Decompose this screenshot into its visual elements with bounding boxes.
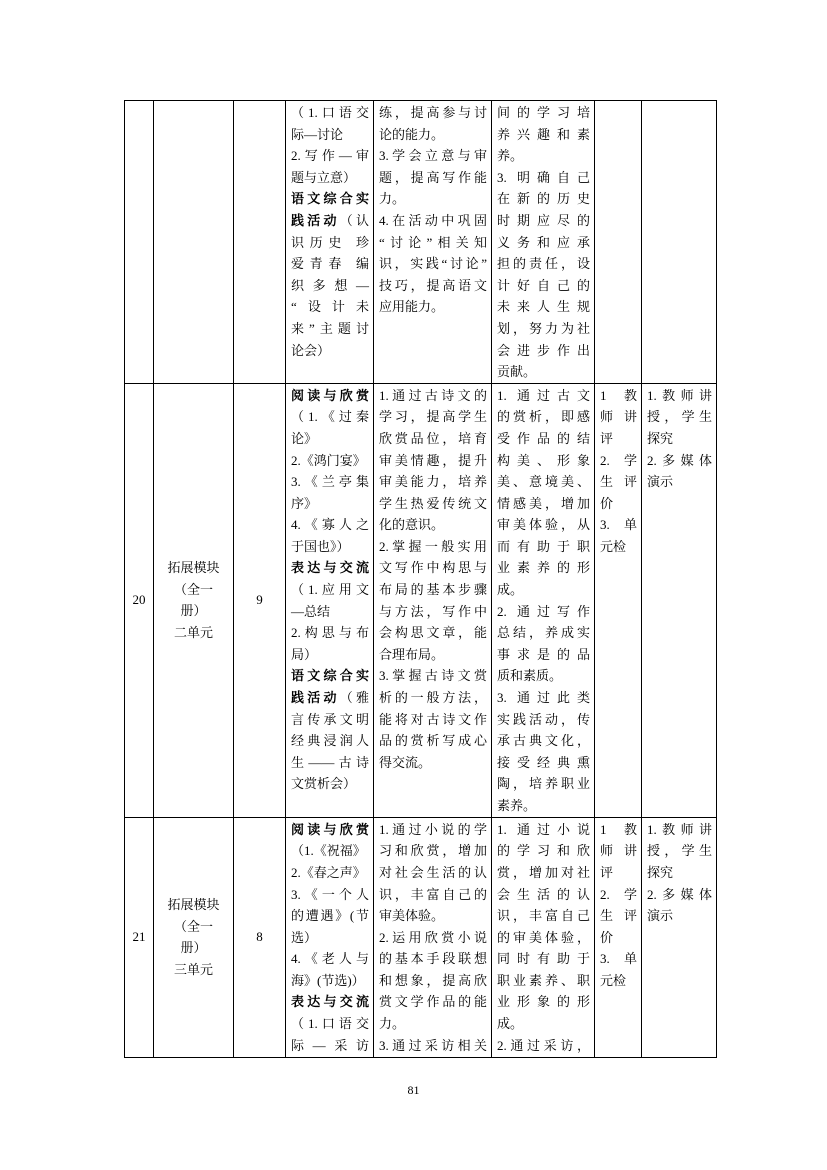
cell-content xyxy=(286,817,374,1057)
cell-line: 而有助于职 xyxy=(497,538,590,554)
cell-teaching-method xyxy=(642,383,717,817)
bold-text: 践活动 xyxy=(291,690,340,706)
cell-quality-goal xyxy=(492,383,595,817)
cell-line: （1.口语交 xyxy=(291,1016,369,1032)
cell-line: 1. 通过小说 xyxy=(497,821,590,837)
cell-line: 言传承文明 xyxy=(291,711,369,727)
cell-number xyxy=(125,101,154,384)
cell-line: 织多想— xyxy=(291,277,369,293)
cell-line: 2.通过采访， xyxy=(497,1037,590,1053)
cell-line: 计好自己的 xyxy=(497,277,590,293)
cell-line: 受作品的结 xyxy=(497,430,590,446)
cell-line: 力。 xyxy=(379,191,406,207)
cell-line: 文写作中构思与 xyxy=(379,560,487,576)
cell-line: 总结，养成实 xyxy=(497,625,590,641)
bold-text: 阅读与欣赏 xyxy=(291,387,369,403)
cell-line xyxy=(291,991,369,1013)
cell-line: 2.多媒体 xyxy=(647,886,712,902)
table-row xyxy=(125,383,717,817)
cell-paragraph xyxy=(647,819,712,884)
cell-line: 2.构思与布 xyxy=(291,625,369,641)
cell-line: 对社会生活的认 xyxy=(379,864,487,880)
cell-line: 和想象，提高欣 xyxy=(379,972,487,988)
cell-line xyxy=(291,665,369,687)
cell-line: 题与立意） xyxy=(291,169,357,185)
cell-line: 技巧，提高语文 xyxy=(379,277,487,293)
cell-line: 元检 xyxy=(600,538,627,554)
cell-paragraph xyxy=(291,385,369,450)
cell-paragraph xyxy=(291,622,369,665)
cell-paragraph xyxy=(291,884,369,949)
cell-line: 识，丰富自己的 xyxy=(379,886,487,902)
cell-paragraph xyxy=(379,1035,487,1057)
cell-line: （全一 xyxy=(173,918,213,934)
cell-paragraph xyxy=(156,622,231,644)
cell-paragraph xyxy=(156,894,231,959)
cell-line: 3. 单 xyxy=(600,517,637,533)
cell-line xyxy=(291,819,369,841)
cell-line: “设计未 xyxy=(291,299,369,315)
cell-line: 美、意境美、 xyxy=(497,474,590,490)
cell-line: 识，实践“讨论” xyxy=(379,256,487,272)
cell-line: 事求是的品 xyxy=(497,646,590,662)
cell-line: 2.写作—审 xyxy=(291,148,369,164)
cell-line: （全一 xyxy=(173,581,213,597)
cell-line: 演示 xyxy=(647,908,674,924)
cell-line: 未来人生规 xyxy=(497,299,590,315)
cell-line: 20 xyxy=(132,592,146,608)
cell-paragraph xyxy=(291,188,369,361)
cell-teaching-method xyxy=(642,817,717,1057)
cell-line: 授，学生 xyxy=(647,409,712,425)
cell-paragraph xyxy=(291,450,369,472)
cell-paragraph xyxy=(647,385,712,450)
bold-text: 阅读与欣赏 xyxy=(291,821,369,837)
cell-paragraph xyxy=(497,1035,590,1057)
cell-line: 2.《春之声》 xyxy=(291,864,366,880)
course-table xyxy=(124,100,717,1058)
cell-line: 际—讨论 xyxy=(291,126,344,142)
cell-line: （1.应用文 xyxy=(291,582,369,598)
cell-line: 在新的历史 xyxy=(497,191,590,207)
cell-text: （认 xyxy=(339,212,369,228)
cell-ability-goal xyxy=(374,817,492,1057)
cell-line: 业形象的形 xyxy=(497,994,590,1010)
cell-line: 评 xyxy=(600,864,614,880)
cell-line: 3. 单 xyxy=(600,951,637,967)
cell-content xyxy=(286,383,374,817)
cell-line: 品的赏析写成心 xyxy=(379,733,487,749)
cell-line: 实践活动，传 xyxy=(497,711,590,727)
cell-paragraph xyxy=(291,665,369,795)
cell-line: 4.《老人与 xyxy=(291,951,369,967)
cell-assessment xyxy=(595,383,642,817)
cell-line: 序》 xyxy=(291,495,318,511)
cell-line xyxy=(291,687,369,709)
cell-paragraph xyxy=(497,385,590,601)
cell-line: 拓展模块 xyxy=(167,897,220,913)
cell-line: 于国也》） xyxy=(291,538,350,554)
cell-line: 1.通过小说的学 xyxy=(379,821,487,837)
cell-paragraph xyxy=(156,557,231,622)
cell-line: 学习，提高学生 xyxy=(379,409,487,425)
cell-line: 题，提高写作能 xyxy=(379,169,487,185)
cell-line: 的学习和欣 xyxy=(497,843,590,859)
cell-paragraph xyxy=(291,557,369,622)
cell-line: 练，提高参与讨 xyxy=(379,105,487,120)
cell-teaching-method xyxy=(642,101,717,384)
cell-line xyxy=(291,557,369,579)
cell-line: 来”主题讨 xyxy=(291,320,369,336)
cell-hours xyxy=(234,383,286,817)
cell-line: （1.《祝福》 xyxy=(291,843,366,859)
cell-line: 2.运用欣赏小说 xyxy=(379,929,487,945)
cell-line: 评 xyxy=(600,430,614,446)
cell-paragraph xyxy=(647,884,712,927)
bold-text: 表达与交流 xyxy=(291,560,369,576)
cell-paragraph xyxy=(497,819,590,1035)
cell-line: 3.《兰亭集 xyxy=(291,474,369,490)
cell-line: 审美体验。 xyxy=(379,908,445,924)
cell-line: 成。 xyxy=(497,582,524,598)
cell-paragraph xyxy=(600,819,637,884)
cell-line: 划，努力为社 xyxy=(497,320,590,336)
cell-paragraph xyxy=(379,819,487,927)
cell-line: 爱青春 编 xyxy=(291,256,369,272)
cell-line: 赏文学作品的能 xyxy=(379,994,487,1010)
cell-line: 能将对古诗文作 xyxy=(379,711,487,727)
cell-line: 经典浸润人 xyxy=(291,733,369,749)
cell-line: 册） xyxy=(180,940,207,956)
cell-line: 2.掌握一般实用 xyxy=(379,538,487,554)
cell-line: 1.通过古诗文的 xyxy=(379,387,487,403)
cell-line: 审美情趣，提升 xyxy=(379,452,487,468)
cell-line: 析的一般方法， xyxy=(379,690,487,706)
cell-line: 册） xyxy=(180,603,207,619)
cell-paragraph xyxy=(291,948,369,991)
cell-line: （1.《过秦 xyxy=(291,409,369,425)
cell-line: 价 xyxy=(600,495,614,511)
cell-line: 师讲 xyxy=(600,409,637,425)
cell-line: 局） xyxy=(291,646,318,662)
cell-paragraph xyxy=(379,927,487,1035)
cell-paragraph xyxy=(127,589,151,611)
cell-assessment xyxy=(595,101,642,384)
bold-text: 践活动 xyxy=(291,212,340,228)
cell-text: （雅 xyxy=(339,690,369,706)
cell-line: 学生热爱传统文 xyxy=(379,495,487,511)
cell-line: 情感美，增加 xyxy=(497,495,590,511)
cell-paragraph xyxy=(379,210,487,318)
cell-paragraph xyxy=(291,991,369,1056)
cell-line: 会进步作出 xyxy=(497,342,590,358)
cell-quality-goal xyxy=(492,817,595,1057)
cell-line: 贡献。 xyxy=(497,364,537,380)
cell-line xyxy=(291,188,369,210)
cell-line: 价 xyxy=(600,929,614,945)
cell-line: 21 xyxy=(132,929,146,945)
cell-line: 时期应尽的 xyxy=(497,212,590,228)
cell-line: 演示 xyxy=(647,474,674,490)
cell-line: “讨论”相关知 xyxy=(379,234,487,250)
cell-line: 4.《寡人之 xyxy=(291,517,369,533)
cell-number xyxy=(125,817,154,1057)
cell-content xyxy=(286,101,374,384)
cell-line: 二单元 xyxy=(173,624,213,640)
cell-ability-goal xyxy=(374,101,492,384)
cell-paragraph xyxy=(156,959,231,981)
cell-line: 9 xyxy=(256,592,263,608)
cell-paragraph xyxy=(600,450,637,515)
table-row xyxy=(125,101,717,384)
cell-line: 2. 学 xyxy=(600,452,637,468)
cell-hours xyxy=(234,817,286,1057)
cell-module xyxy=(154,817,234,1057)
cell-line: 文赏析会） xyxy=(291,776,357,792)
cell-paragraph xyxy=(291,862,369,884)
cell-line: 质和素质。 xyxy=(497,668,563,684)
cell-paragraph xyxy=(600,948,637,991)
cell-line: 1 教 xyxy=(600,387,637,403)
cell-number xyxy=(125,383,154,817)
cell-line: 生评 xyxy=(600,908,637,924)
cell-line: 审美体验，从 xyxy=(497,517,590,533)
cell-paragraph xyxy=(600,385,637,450)
cell-line: 识，丰富自己 xyxy=(497,908,590,924)
cell-line: 3.通过采访相关 xyxy=(379,1037,487,1053)
cell-line: —总结 xyxy=(291,603,331,619)
cell-paragraph xyxy=(379,145,487,210)
cell-paragraph xyxy=(497,601,590,687)
cell-line: 会构思文章，能 xyxy=(379,625,487,641)
cell-line: 业素养的形 xyxy=(497,560,590,576)
cell-line: 的遭遇》(节 xyxy=(291,908,369,924)
cell-line: 构美、形象 xyxy=(497,452,590,468)
cell-paragraph xyxy=(379,536,487,666)
cell-line: 的赏析，即感 xyxy=(497,409,590,425)
cell-line: 合理布局。 xyxy=(379,646,445,662)
cell-line: 生评 xyxy=(600,474,637,490)
cell-line: 元检 xyxy=(600,972,627,988)
cell-line xyxy=(291,385,369,407)
cell-line: 化的意识。 xyxy=(379,517,445,533)
bold-text: 语文综合实 xyxy=(291,191,369,207)
cell-module xyxy=(154,383,234,817)
cell-line: 1 教 xyxy=(600,821,637,837)
cell-line: 的审美体验， xyxy=(497,929,590,945)
cell-line: 授，学生 xyxy=(647,843,712,859)
cell-line: 海》(节选)） xyxy=(291,972,365,988)
cell-paragraph xyxy=(497,102,590,167)
cell-line: 与方法，写作中 xyxy=(379,603,487,619)
cell-paragraph xyxy=(236,589,283,611)
bold-text: 表达与交流 xyxy=(291,994,369,1010)
cell-line: 2.《鸿门宴》 xyxy=(291,452,366,468)
cell-paragraph xyxy=(291,145,369,188)
cell-line: 论的能力。 xyxy=(379,126,445,142)
page-number: 81 xyxy=(407,1083,420,1097)
cell-line: 3. 通过此类 xyxy=(497,690,590,706)
cell-line: 际—采访 xyxy=(291,1037,369,1053)
cell-paragraph xyxy=(379,385,487,536)
cell-paragraph xyxy=(291,514,369,557)
cell-line: 职业素养、职 xyxy=(497,972,590,988)
cell-line: 欣赏品位，培育 xyxy=(379,430,487,446)
cell-line: 养兴趣和素 xyxy=(497,126,590,142)
cell-line: 同时有助于 xyxy=(497,951,590,967)
cell-paragraph xyxy=(291,819,369,862)
cell-line: 3.《一个人 xyxy=(291,886,369,902)
cell-paragraph xyxy=(379,102,487,145)
cell-line: 1.教师讲 xyxy=(647,387,712,403)
cell-ability-goal xyxy=(374,383,492,817)
cell-line: 3.掌握古诗文赏 xyxy=(379,668,487,684)
cell-line: 接受经典熏 xyxy=(497,754,590,770)
cell-line: 师讲 xyxy=(600,843,637,859)
cell-line: 力。 xyxy=(379,1016,406,1032)
cell-line: 选） xyxy=(291,929,318,945)
cell-paragraph xyxy=(600,514,637,557)
cell-line: 赏，增加对社 xyxy=(497,864,590,880)
cell-paragraph xyxy=(600,884,637,949)
cell-line: 审美能力，培养 xyxy=(379,474,487,490)
cell-line: 探究 xyxy=(647,430,674,446)
cell-line: 2. 学 xyxy=(600,886,637,902)
cell-line: 得交流。 xyxy=(379,754,432,770)
cell-line: 养。 xyxy=(497,148,524,164)
cell-line: 2. 通过写作 xyxy=(497,603,590,619)
cell-paragraph xyxy=(236,926,283,948)
cell-line: 3.学会立意与审 xyxy=(379,148,487,164)
cell-line: 义务和应承 xyxy=(497,234,590,250)
cell-line: 8 xyxy=(256,929,263,945)
cell-paragraph xyxy=(291,102,369,145)
cell-line: 拓展模块 xyxy=(167,560,220,576)
cell-line: 4.在活动中巩固 xyxy=(379,212,487,228)
cell-line: 1. 通过古文 xyxy=(497,387,590,403)
cell-line: 担的责任，设 xyxy=(497,256,590,272)
cell-line: 的基本手段联想 xyxy=(379,951,487,967)
cell-line: 2.多媒体 xyxy=(647,452,712,468)
cell-line: 论》 xyxy=(291,430,318,446)
cell-line: 会生活的认 xyxy=(497,886,590,902)
cell-line: 识历史 珍 xyxy=(291,234,369,250)
cell-line: 论会） xyxy=(291,342,331,358)
cell-line: 1.教师讲 xyxy=(647,821,712,837)
cell-paragraph xyxy=(497,167,590,383)
cell-line: （1.口语交 xyxy=(291,105,369,120)
cell-hours xyxy=(234,101,286,384)
cell-paragraph xyxy=(379,665,487,773)
cell-line: 素养。 xyxy=(497,798,537,813)
cell-line: 三单元 xyxy=(173,961,213,977)
cell-module xyxy=(154,101,234,384)
cell-line: 布局的基本步骤 xyxy=(379,582,487,598)
cell-paragraph xyxy=(497,687,590,817)
cell-line: 探究 xyxy=(647,864,674,880)
cell-line: 间的学习培 xyxy=(497,105,590,120)
cell-line: 生——古诗 xyxy=(291,754,369,770)
bold-text: 语文综合实 xyxy=(291,668,369,684)
cell-line xyxy=(291,210,369,232)
cell-line: 习和欣赏，增加 xyxy=(379,843,487,859)
cell-paragraph xyxy=(127,926,151,948)
cell-line: 陶，培养职业 xyxy=(497,776,590,792)
cell-paragraph xyxy=(291,471,369,514)
cell-line: 3. 明确自己 xyxy=(497,169,590,185)
cell-line: 成。 xyxy=(497,1016,524,1032)
table-row xyxy=(125,817,717,1057)
cell-paragraph xyxy=(647,450,712,493)
cell-assessment xyxy=(595,817,642,1057)
cell-line: 承古典文化， xyxy=(497,733,590,749)
cell-line: 应用能力。 xyxy=(379,299,445,315)
cell-quality-goal xyxy=(492,101,595,384)
